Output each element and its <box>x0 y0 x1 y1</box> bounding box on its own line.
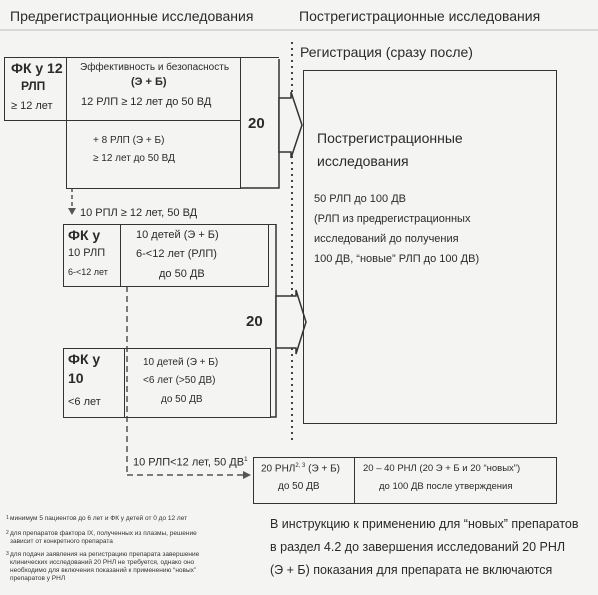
post-box-body-line1: 50 РЛП до 100 ДВ <box>314 193 406 205</box>
bottom-box1-sup: 2, 3 <box>295 463 306 469</box>
note-line1: В инструкцию к применению для “новых” препаратов <box>270 517 579 531</box>
block3-left-line1: ФК у <box>68 351 101 367</box>
registration-label: Регистрация (сразу после) <box>300 44 473 60</box>
footnote-3-line4: препаратов у РНЛ <box>10 575 66 582</box>
block2-right-line2: 6-<12 лет (РЛП) <box>136 248 217 260</box>
block3-right-box <box>124 348 271 418</box>
block1-top-box <box>66 57 241 121</box>
bottom-label <box>133 456 248 470</box>
block1-left-line3: ≥ 12 лет <box>11 100 53 112</box>
bottom-label-sup: 1 <box>244 456 248 463</box>
bottom-box-1 <box>253 457 355 504</box>
post-box-body-line2: (РЛП из предрегистрационных <box>314 213 471 225</box>
block3-right-line1: 10 детей (Э + Б) <box>143 357 219 368</box>
block1-count: 20 <box>248 115 265 132</box>
post-box-title-line1: Пострегистрационные <box>317 130 463 146</box>
post-box-title-line2: исследования <box>317 153 409 169</box>
dashed-arrow-1-head <box>68 208 76 215</box>
footnote-2-line2: зависит от конкретного препарата <box>10 538 113 545</box>
footnote-3-line2: клинических исследований 20 РНЛ не требуется, однако оно <box>10 559 195 566</box>
header-post-registration: Пострегистрационные исследования <box>299 8 541 24</box>
block1-top-edge <box>66 57 279 60</box>
block2-right-line3: до 50 ДВ <box>159 268 205 280</box>
note-line3: (Э + Б) показания для препарата не включаются <box>270 563 553 577</box>
post-registration-box <box>303 70 557 424</box>
block3-left-box <box>63 348 125 418</box>
block1-bottom-line2: ≥ 12 лет до 50 ВД <box>93 153 175 164</box>
bottom-label-text: 10 РЛП<12 лет, 50 ДВ <box>133 456 245 469</box>
block1-bottom-box <box>66 120 241 189</box>
bottom-box2-line2: до 100 ДВ после утверждения <box>379 481 513 492</box>
block1-bottom-line1: + 8 РЛП (Э + Б) <box>93 135 165 146</box>
mid-label: 10 РПЛ ≥ 12 лет, 50 ВД <box>80 207 198 219</box>
footnote-1-sup: 1 <box>6 515 9 521</box>
footnote-1-line1: минимум 5 пациентов до 6 лет и ФК у детей от 0 до 12 лет <box>10 515 188 522</box>
bottom-box1-line2: до 50 ДВ <box>278 481 320 492</box>
block2-left-line1: ФК у <box>68 227 101 243</box>
note-line2: в раздел 4.2 до завершения исследований 20 РНЛ <box>270 540 566 554</box>
block2-right-line1: 10 детей (Э + Б) <box>136 229 219 241</box>
header-pre-registration: Предрегистрационные исследования <box>10 8 254 24</box>
block2-right-box <box>120 224 269 287</box>
arrow-block2 <box>276 290 306 354</box>
block2-left-line2: 10 РЛП <box>68 247 106 259</box>
block2-left-box <box>63 224 121 287</box>
block2-count: 20 <box>246 313 263 330</box>
block1-left-line1: ФК у 12 <box>11 60 63 76</box>
dashed-arrow-2-head <box>243 471 251 479</box>
block1-top-line2: (Э + Б) <box>131 76 167 88</box>
post-box-body-line4: 100 ДВ, “новые” РЛП до 100 ДВ) <box>314 253 480 265</box>
block3-left-line3: <6 лет <box>68 396 101 408</box>
block1-left-line2: РЛП <box>21 79 46 93</box>
bottom-box1-text: 20 РНЛ <box>261 463 296 475</box>
block3-left-line2: 10 <box>68 370 84 386</box>
block1-top-line3: 12 РЛП ≥ 12 лет до 50 ВД <box>81 96 212 108</box>
footnote-2-line1: для препаратов фактора IX, полученных из плазмы, решение <box>10 530 197 537</box>
block3-right-line2: <6 лет (>50 ДВ) <box>143 375 216 386</box>
footnote-3-sup: 3 <box>6 551 9 557</box>
footnote-3-line1: для подачи заявления на регистрацию препарата завершение <box>10 551 200 558</box>
block2-left-line3: 6-<12 лет <box>68 267 108 277</box>
block1-top-line1: Эффективность и безопасность <box>80 62 230 73</box>
footnote-2-sup: 2 <box>6 530 9 536</box>
footnote-3-line3: необходимо для включения показаний к применению “новых” <box>10 567 197 574</box>
bottom-box1-line1 <box>261 463 340 476</box>
block3-right-line3: до 50 ДВ <box>161 394 203 405</box>
bottom-box1-text-b: (Э + Б) <box>305 463 340 475</box>
block1-left-box <box>4 57 67 121</box>
bottom-box2-line1: 20 – 40 РНЛ (20 Э + Б и 20 “новых”) <box>363 463 521 474</box>
bottom-box-2 <box>354 457 557 504</box>
arrow-block1 <box>279 92 302 158</box>
post-box-body-line3: исследований до получения <box>314 233 459 245</box>
block2-top-edge <box>120 224 276 227</box>
